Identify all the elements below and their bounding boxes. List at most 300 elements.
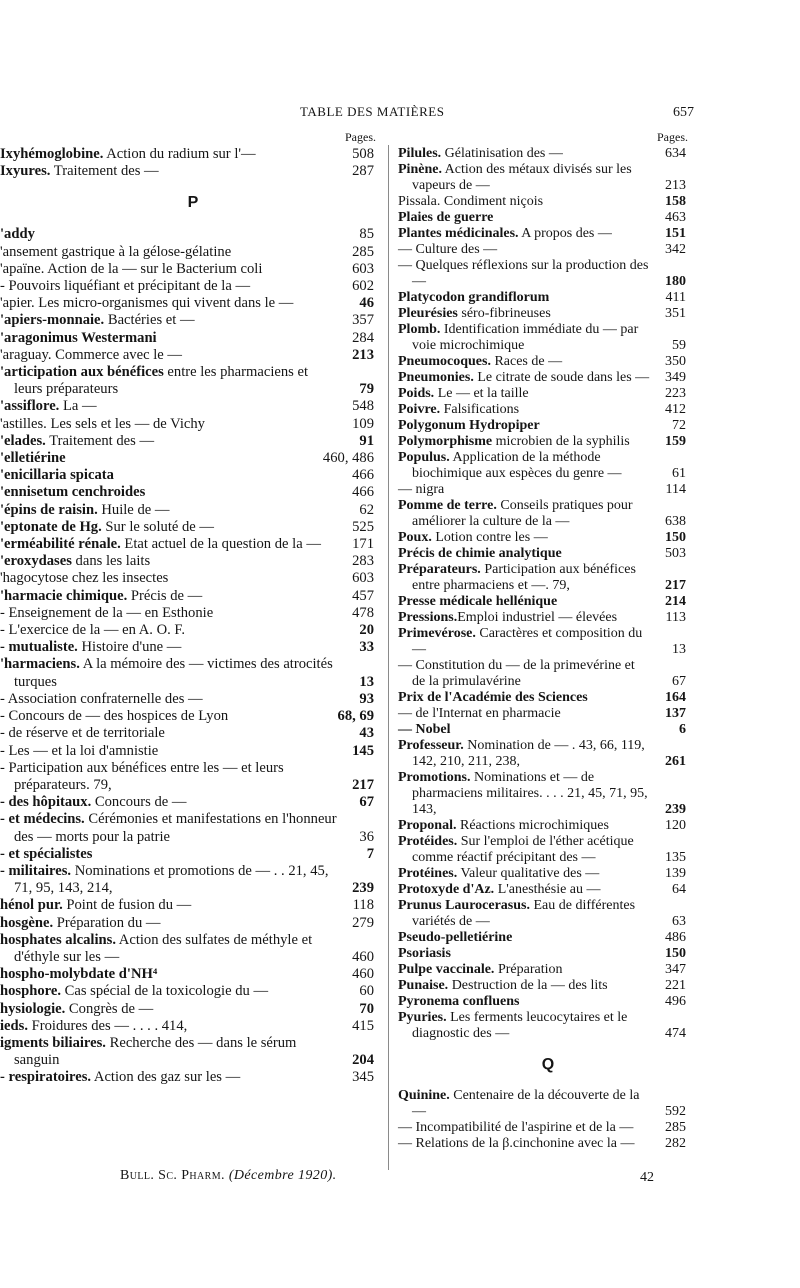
- index-entry: [398, 1120, 698, 1136]
- index-entry: [0, 691, 386, 708]
- entry-heading: Pneumocoques.: [398, 354, 491, 369]
- index-entry: [398, 258, 698, 290]
- index-entry: [398, 770, 698, 818]
- entry-page-ref: 345: [352, 1069, 374, 1086]
- entry-page-ref: 460: [352, 948, 374, 965]
- entry-heading: 'harmaciens.: [0, 656, 80, 673]
- entry-text: Pissala. Condiment niçois: [398, 194, 544, 209]
- entry-page-ref: 46: [359, 295, 374, 312]
- entry-page-ref: 180: [665, 274, 686, 289]
- entry-text: Préparation: [494, 962, 563, 977]
- entry-text: 'araguay. Commerce avec le —: [0, 346, 182, 363]
- index-entry: [398, 322, 698, 354]
- entry-page-ref: 603: [352, 260, 374, 277]
- entry-text: Traitement des —: [45, 432, 155, 449]
- entry-page-ref: 217: [352, 776, 374, 793]
- entry-heading: Platycodon grandiflorum: [398, 290, 550, 305]
- entry-page-ref: 62: [359, 501, 374, 518]
- entry-page-ref: 61: [672, 466, 686, 481]
- entry-heading: Pressions.: [398, 610, 458, 625]
- entry-heading: 'ennisetum cenchroides: [0, 484, 146, 501]
- index-entry: [398, 354, 698, 370]
- entry-page-ref: 223: [665, 386, 686, 401]
- entry-text: La —: [59, 398, 97, 415]
- entry-page-ref: 284: [352, 329, 374, 346]
- entry-text: Caractères et composition du —: [412, 626, 643, 657]
- index-entry: [0, 519, 386, 536]
- entry-heading: Polygonum Hydropiper: [398, 418, 540, 433]
- entry-page-ref: 113: [665, 610, 686, 625]
- entry-page-ref: 478: [352, 604, 374, 621]
- entry-page-ref: 93: [359, 690, 374, 707]
- index-entry: [0, 261, 386, 278]
- entry-text: Les ferments leucocytaires et le diagnostic des —: [412, 1010, 628, 1041]
- entry-heading: 'épins de raisin.: [0, 501, 98, 518]
- entry-text: 'apaïne. Action de la — sur le Bacterium coli: [0, 260, 263, 277]
- folio-number: 42: [640, 1170, 654, 1185]
- index-entry: [398, 146, 698, 162]
- index-entry: [0, 915, 386, 932]
- entry-text: Sur l'emploi de l'éther acétique comme réactif précipitant des —: [412, 834, 634, 865]
- entry-heading: Primevérose.: [398, 626, 476, 641]
- index-entry: [398, 962, 698, 978]
- index-entry: [398, 738, 698, 770]
- index-entry: [0, 244, 386, 261]
- entry-text: Le — et la taille: [434, 386, 529, 401]
- entry-text: dans les laits: [71, 553, 151, 570]
- entry-text: Recherche des — dans le sérum sanguin: [14, 1034, 297, 1069]
- left-column: [0, 130, 386, 1087]
- index-entry: [0, 863, 386, 897]
- entry-page-ref: 68, 69: [337, 708, 374, 725]
- entry-text: - Association confraternelle des —: [0, 690, 203, 707]
- index-entry: [0, 163, 386, 180]
- entry-page-ref: 525: [352, 518, 374, 535]
- entry-text: Centenaire de la découverte de la —: [412, 1088, 640, 1119]
- entry-page-ref: 239: [665, 802, 686, 817]
- entry-heading: Protéines.: [398, 866, 458, 881]
- entry-heading: - et médecins.: [0, 811, 85, 828]
- entry-page-ref: 85: [359, 226, 374, 243]
- entry-heading: Poux.: [398, 530, 432, 545]
- index-entry: [398, 722, 698, 738]
- entry-page-ref: 145: [352, 742, 374, 759]
- entry-heading: Prunus Laurocerasus.: [398, 898, 530, 913]
- index-entry: [0, 932, 386, 966]
- entry-page-ref: 357: [352, 312, 374, 329]
- entry-page-ref: 213: [665, 178, 686, 193]
- entry-text: - L'exercice de la — en A. O. F.: [0, 622, 186, 639]
- entry-text: — Culture des —: [398, 242, 498, 257]
- entry-text: Lotion contre les —: [431, 530, 548, 545]
- entry-heading: Plomb.: [398, 322, 441, 337]
- entry-heading: Professeur.: [398, 738, 464, 753]
- index-entry: [398, 930, 698, 946]
- entry-page-ref: 79: [359, 381, 374, 398]
- entry-text: Concours de —: [91, 794, 187, 811]
- entry-page-ref: 217: [665, 578, 686, 593]
- entry-heading: Pyronema confluens: [398, 994, 520, 1009]
- index-entry: [398, 1088, 698, 1120]
- entry-heading: 'apiers-monnaie.: [0, 312, 105, 329]
- index-entry: [0, 312, 386, 329]
- index-entry: [398, 866, 698, 882]
- entry-page-ref: 6: [679, 722, 686, 737]
- pages-label: Pages.: [345, 130, 376, 144]
- index-entry: [0, 570, 386, 587]
- index-entry: [0, 1018, 386, 1035]
- index-entry: [398, 658, 698, 690]
- entry-page-ref: 135: [665, 850, 686, 865]
- entry-text: Traitement des —: [50, 163, 159, 180]
- entry-heading: 'eptonate de Hg.: [0, 518, 102, 535]
- entry-page-ref: 460, 486: [322, 450, 374, 467]
- entry-heading: Pulpe vaccinale.: [398, 962, 495, 977]
- entry-page-ref: 279: [352, 914, 374, 931]
- section-letter: Q: [541, 1056, 555, 1073]
- entry-page-ref: 347: [665, 962, 686, 977]
- entry-heading: Précis de chimie analytique: [398, 546, 562, 561]
- entry-text: - Pouvoirs liquéfiant et précipitant de la —: [0, 278, 251, 295]
- index-entry: [398, 818, 698, 834]
- index-entry: [0, 639, 386, 656]
- index-entry: [398, 898, 698, 930]
- entry-heading: Plantes médicinales.: [398, 226, 519, 241]
- entry-page-ref: 415: [352, 1017, 374, 1034]
- entry-page-ref: 63: [672, 914, 686, 929]
- entry-page-ref: 137: [665, 706, 686, 721]
- entry-page-ref: 411: [665, 290, 686, 305]
- index-entry: [0, 295, 386, 312]
- entry-page-ref: 91: [359, 432, 374, 449]
- entry-page-ref: 36: [359, 828, 374, 845]
- entry-page-ref: 602: [352, 278, 374, 295]
- entry-heading: 'addy: [0, 226, 35, 243]
- entry-heading: 'elades.: [0, 432, 46, 449]
- entry-page-ref: 457: [352, 587, 374, 604]
- entry-text: Point de fusion du —: [62, 897, 192, 914]
- entry-heading: hosgène.: [0, 914, 54, 931]
- entry-text: Eau de différentes variétés de —: [412, 898, 636, 929]
- entry-text: Bactéries et —: [104, 312, 195, 329]
- entry-text: Emploi industriel — élevées: [457, 610, 618, 625]
- entry-heading: Protéides.: [398, 834, 458, 849]
- index-entry: [0, 398, 386, 415]
- entry-page-ref: 342: [665, 242, 686, 257]
- entry-text: Nominations et — de pharmaciens militaires. . . . 21, 45, 71, 95, 143,: [412, 770, 648, 817]
- entry-text: 'ansement gastrique à la gélose-gélatine: [0, 243, 232, 260]
- entry-text: Falsifications: [440, 402, 520, 417]
- entry-page-ref: 221: [665, 978, 686, 993]
- index-entry: [398, 626, 698, 658]
- footer-citation: [120, 1168, 337, 1184]
- entry-page-ref: 20: [359, 622, 374, 639]
- entry-text: Réactions microchimiques: [456, 818, 609, 833]
- index-entry: [0, 588, 386, 605]
- index-entry: [0, 1001, 386, 1018]
- entry-page-ref: 287: [352, 163, 374, 180]
- entry-text: A la mémoire des — victimes des atrocités turques: [14, 656, 333, 690]
- entry-text: Cas spécial de la toxicologie du —: [60, 983, 269, 1000]
- entry-text: Etat actuel de la question de la —: [120, 536, 321, 553]
- entry-page-ref: 109: [352, 415, 374, 432]
- index-entry: [398, 194, 698, 210]
- entry-text: Précis de —: [127, 587, 203, 604]
- entry-page-ref: 59: [672, 338, 686, 353]
- entry-page-ref: 139: [665, 866, 686, 881]
- entry-text: Conseils pratiques pour améliorer la culture de la —: [412, 498, 633, 529]
- index-entry: [0, 330, 386, 347]
- entry-heading: Poivre.: [398, 402, 441, 417]
- entry-heading: Pomme de terre.: [398, 498, 497, 513]
- index-entry: [0, 278, 386, 295]
- right-column: [398, 130, 698, 1152]
- entry-heading: — Nobel: [398, 722, 451, 737]
- entry-text: 'astilles. Les sels et les — de Vichy: [0, 415, 205, 432]
- index-entry: [0, 811, 386, 845]
- index-entry: [398, 1010, 698, 1042]
- entry-heading: Plaies de guerre: [398, 210, 494, 225]
- entry-page-ref: 603: [352, 570, 374, 587]
- entry-heading: Protoxyde d'Az.: [398, 882, 495, 897]
- entry-page-ref: 503: [665, 546, 686, 561]
- entry-page-ref: 70: [359, 1000, 374, 1017]
- entry-text: Préparation du —: [53, 914, 161, 931]
- entry-text: Action des sulfates de méthyle et d'éthyle sur les —: [14, 931, 313, 965]
- entry-heading: Promotions.: [398, 770, 471, 785]
- entry-page-ref: 114: [665, 482, 686, 497]
- entry-page-ref: 285: [352, 243, 374, 260]
- entry-page-ref: 158: [665, 194, 686, 209]
- entry-heading: Psoriasis: [398, 946, 451, 961]
- entry-heading: Pleurésies: [398, 306, 458, 321]
- entry-text: Races de —: [490, 354, 563, 369]
- index-entry: [398, 402, 698, 418]
- entry-heading: 'eroxydases: [0, 553, 72, 570]
- entry-page-ref: 412: [665, 402, 686, 417]
- entry-text: — Relations de la β.cinchonine avec la —: [398, 1136, 635, 1151]
- index-entry: [0, 536, 386, 553]
- entry-page-ref: 463: [665, 210, 686, 225]
- entry-heading: hénol pur.: [0, 897, 63, 914]
- entry-page-ref: 150: [665, 946, 686, 961]
- index-entry: [398, 370, 698, 386]
- entry-page-ref: 151: [665, 226, 686, 241]
- index-entry: [398, 530, 698, 546]
- entry-page-ref: 159: [665, 434, 686, 449]
- entry-page-ref: 118: [352, 897, 374, 914]
- entry-heading: Pseudo-pelletiérine: [398, 930, 513, 945]
- index-entry: [398, 290, 698, 306]
- index-entry: [0, 966, 386, 983]
- index-entry: [398, 498, 698, 530]
- entry-page-ref: 150: [665, 530, 686, 545]
- running-header-title: TABLE DES MATIÈRES: [300, 104, 445, 119]
- entry-text: 'apier. Les micro-organismes qui vivent dans le —: [0, 295, 294, 312]
- entry-heading: ieds.: [0, 1017, 28, 1034]
- index-entry: [398, 450, 698, 482]
- index-entry: [0, 502, 386, 519]
- entry-page-ref: 43: [359, 725, 374, 742]
- entry-heading: 'elletiérine: [0, 450, 66, 467]
- entry-heading: hosphore.: [0, 983, 61, 1000]
- entry-text: Sur le soluté de —: [101, 518, 215, 535]
- entry-heading: Proponal.: [398, 818, 457, 833]
- entry-page-ref: 33: [359, 639, 374, 656]
- index-entry: [398, 434, 698, 450]
- entry-heading: hosphates alcalins.: [0, 931, 116, 948]
- index-entry: [398, 562, 698, 594]
- entry-text: Application de la méthode biochimique aux espèces du genre —: [412, 450, 622, 481]
- entry-heading: Prix de l'Académie des Sciences: [398, 690, 588, 705]
- entry-heading: 'aragonimus Westermani: [0, 329, 157, 346]
- entry-text: — Constitution du — de la primevérine et de la primulavérine: [398, 658, 635, 689]
- entry-heading: 'harmacie chimique.: [0, 587, 128, 604]
- entry-page-ref: 592: [665, 1104, 686, 1119]
- entry-heading: - mutualiste.: [0, 639, 78, 656]
- entry-heading: Préparateurs.: [398, 562, 481, 577]
- index-entry: [0, 1069, 386, 1086]
- entry-text: séro-fibrineuses: [457, 306, 551, 321]
- entry-heading: hysiologie.: [0, 1000, 66, 1017]
- entry-text: — nigra: [398, 482, 445, 497]
- index-entry: [398, 418, 698, 434]
- entry-text: Congrès de —: [65, 1000, 154, 1017]
- entry-page-ref: 508: [352, 146, 374, 162]
- entry-heading: Polymorphisme: [398, 434, 493, 449]
- index-entry: [0, 364, 386, 398]
- entry-page-ref: 351: [665, 306, 686, 321]
- entry-text: Cérémonies et manifestations en l'honneur des — morts pour la patrie: [14, 811, 337, 845]
- entry-text: - de réserve et de territoriale: [0, 725, 165, 742]
- index-entry: [398, 226, 698, 242]
- entry-page-ref: 350: [665, 354, 686, 369]
- entry-page-ref: 239: [352, 880, 374, 897]
- entry-page-ref: 67: [359, 794, 374, 811]
- entry-page-ref: 120: [665, 818, 686, 833]
- index-entry: [398, 610, 698, 626]
- entry-page-ref: 67: [672, 674, 686, 689]
- entry-text: — Incompatibilité de l'aspirine et de la —: [398, 1120, 634, 1135]
- index-entry: [0, 226, 386, 243]
- entry-page-ref: 285: [665, 1120, 686, 1135]
- entry-text: — Quelques réflexions sur la production des —: [398, 258, 649, 289]
- entry-heading: Pilules.: [398, 146, 442, 161]
- index-entry: [398, 546, 698, 562]
- entry-text: entre les pharmaciens et leurs préparateurs: [14, 364, 309, 398]
- entry-page-ref: 474: [665, 1026, 686, 1041]
- index-entry: [398, 594, 698, 610]
- index-entry: [398, 482, 698, 498]
- index-entry: [0, 794, 386, 811]
- entry-heading: Ixyhémoglobine.: [0, 146, 104, 162]
- page-number: 657: [673, 105, 694, 120]
- index-entry: [0, 656, 386, 690]
- entry-text: Action du radium sur l'—: [103, 146, 256, 162]
- index-entry: [0, 725, 386, 742]
- section-letter: P: [187, 194, 199, 212]
- entry-heading: 'assiflore.: [0, 398, 60, 415]
- entry-text: Le citrate de soude dans les —: [473, 370, 650, 385]
- entry-heading: hospho-molybdate d'NH⁴: [0, 966, 158, 983]
- entry-page-ref: 496: [665, 994, 686, 1009]
- entry-text: Froidures des — . . . . 414,: [27, 1017, 188, 1034]
- index-entry: [0, 1035, 386, 1069]
- index-entry: [398, 162, 698, 194]
- entry-heading: Pneumonies.: [398, 370, 474, 385]
- entry-text: 'hagocytose chez les insectes: [0, 570, 169, 587]
- entry-heading: Punaise.: [398, 978, 449, 993]
- entry-page-ref: 214: [665, 594, 686, 609]
- entry-page-ref: 283: [352, 553, 374, 570]
- entry-text: L'anesthésie au —: [494, 882, 601, 897]
- entry-heading: Poids.: [398, 386, 435, 401]
- index-entry: [0, 743, 386, 760]
- entry-text: Histoire d'une —: [77, 639, 182, 656]
- entry-heading: Quinine.: [398, 1088, 450, 1103]
- entry-page-ref: 486: [665, 930, 686, 945]
- entry-page-ref: 460: [352, 966, 374, 983]
- entry-page-ref: 72: [672, 418, 686, 433]
- entry-page-ref: 261: [665, 754, 686, 769]
- entry-page-ref: 548: [352, 398, 374, 415]
- index-entry: [0, 708, 386, 725]
- index-entry: [398, 946, 698, 962]
- entry-page-ref: 638: [665, 514, 686, 529]
- entry-heading: Pyuries.: [398, 1010, 447, 1025]
- index-entry: [0, 484, 386, 501]
- entry-heading: Ixyures.: [0, 163, 51, 180]
- entry-heading: 'articipation aux bénéfices: [0, 364, 164, 381]
- entry-text: Nominations et promotions de — . . 21, 45, 71, 95, 143, 214,: [14, 862, 329, 897]
- entry-heading: 'erméabilité rénale.: [0, 536, 121, 553]
- index-entry: [0, 897, 386, 914]
- entry-page-ref: 7: [366, 845, 374, 862]
- journal-name: Bull. Sc. Pharm.: [120, 1168, 225, 1183]
- entry-text: Gélatinisation des —: [441, 146, 563, 161]
- index-entry: [0, 622, 386, 639]
- entry-page-ref: 349: [665, 370, 686, 385]
- entry-text: - Enseignement de la — en Esthonie: [0, 604, 214, 621]
- index-entry: [0, 467, 386, 484]
- entry-text: microbien de la syphilis: [492, 434, 630, 449]
- pages-label: Pages.: [657, 130, 688, 144]
- entry-text: Valeur qualitative des —: [457, 866, 600, 881]
- index-entry: [398, 306, 698, 322]
- entry-heading: Presse médicale hellénique: [398, 594, 558, 609]
- entry-page-ref: 13: [672, 642, 686, 657]
- index-entry: [0, 983, 386, 1000]
- index-entry: [398, 978, 698, 994]
- index-entry: [398, 882, 698, 898]
- entry-text: Identification immédiate du — par voie microchimique: [412, 322, 639, 353]
- entry-text: A propos des —: [518, 226, 612, 241]
- issue-date: (Décembre 1920).: [228, 1168, 337, 1183]
- entry-text: Huile de —: [97, 501, 170, 518]
- entry-page-ref: 171: [352, 536, 374, 553]
- entry-page-ref: 204: [352, 1052, 374, 1069]
- entry-page-ref: 634: [665, 146, 686, 161]
- index-entry: [0, 760, 386, 794]
- entry-text: - Les — et la loi d'amnistie: [0, 742, 159, 759]
- entry-heading: - militaires.: [0, 862, 72, 879]
- index-entry: [0, 416, 386, 433]
- index-entry: [398, 210, 698, 226]
- entry-text: Destruction de la — des lits: [448, 978, 608, 993]
- entry-text: - Participation aux bénéfices entre les — et leurs préparateurs. 79,: [0, 759, 284, 793]
- entry-heading: igments biliaires.: [0, 1034, 106, 1051]
- entry-page-ref: 282: [665, 1136, 686, 1151]
